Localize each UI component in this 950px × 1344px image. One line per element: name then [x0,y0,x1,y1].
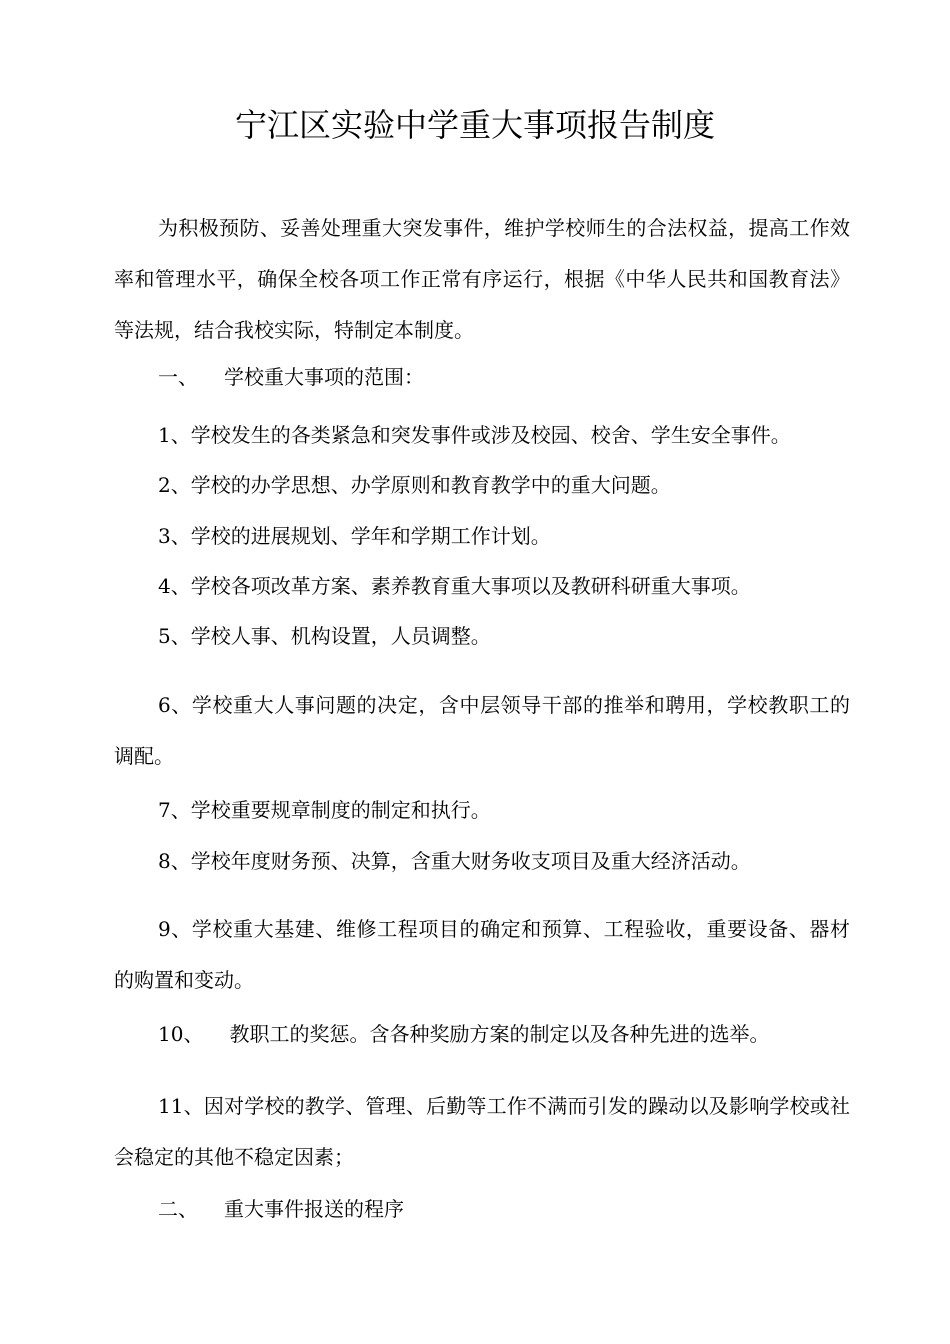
list-item-3: 3、学校的进展规划、学年和学期工作计划。 [158,524,551,548]
section-title: 重大事件报送的程序 [224,1197,404,1221]
item-number: 10、 [158,1022,204,1046]
list-item-4: 4、学校各项改革方案、素养教育重大事项以及教研科研重大事项。 [158,574,751,598]
list-item-5: 5、学校人事、机构设置，人员调整。 [158,624,491,648]
list-item-11: 11、因对学校的教学、管理、后勤等工作不满而引发的躁动以及影响学校或社会稳定的其他不稳定因素； [114,1094,850,1169]
item-text: 教职工的奖惩。含各种奖励方案的制定以及各种先进的选举。 [229,1022,770,1046]
list-item-10 [114,1009,850,1060]
section-number: 二、 [158,1197,198,1221]
list-item-8: 8、学校年度财务预、决算，含重大财务收支项目及重大经济活动。 [158,849,751,873]
intro-paragraph: 为积极预防、妥善处理重大突发事件，维护学校师生的合法权益，提高工作效率和管理水平，确保全校各项工作正常有序运行，根据《中华人民共和国教育法》等法规，结合我校实际，特制定本制度。 [114,216,850,342]
page-title: 宁江区实验中学重大事项报告制度 [234,106,715,144]
list-item-7: 7、学校重要规章制度的制定和执行。 [158,798,491,822]
section-heading-1 [114,352,850,403]
section-heading-2 [114,1184,850,1235]
section-number: 一、 [158,365,198,389]
list-item-6: 6、学校重大人事问题的决定，含中层领导干部的推举和聘用，学校教职工的调配。 [114,693,850,768]
list-item-9: 9、学校重大基建、维修工程项目的确定和预算、工程验收，重要设备、器材的购置和变动。 [114,917,850,992]
section-title: 学校重大事项的范围： [224,365,424,389]
list-item-2: 2、学校的办学思想、办学原则和教育教学中的重大问题。 [158,473,671,497]
list-item-1: 1、学校发生的各类紧急和突发事件或涉及校园、校舍、学生安全事件。 [158,423,791,447]
